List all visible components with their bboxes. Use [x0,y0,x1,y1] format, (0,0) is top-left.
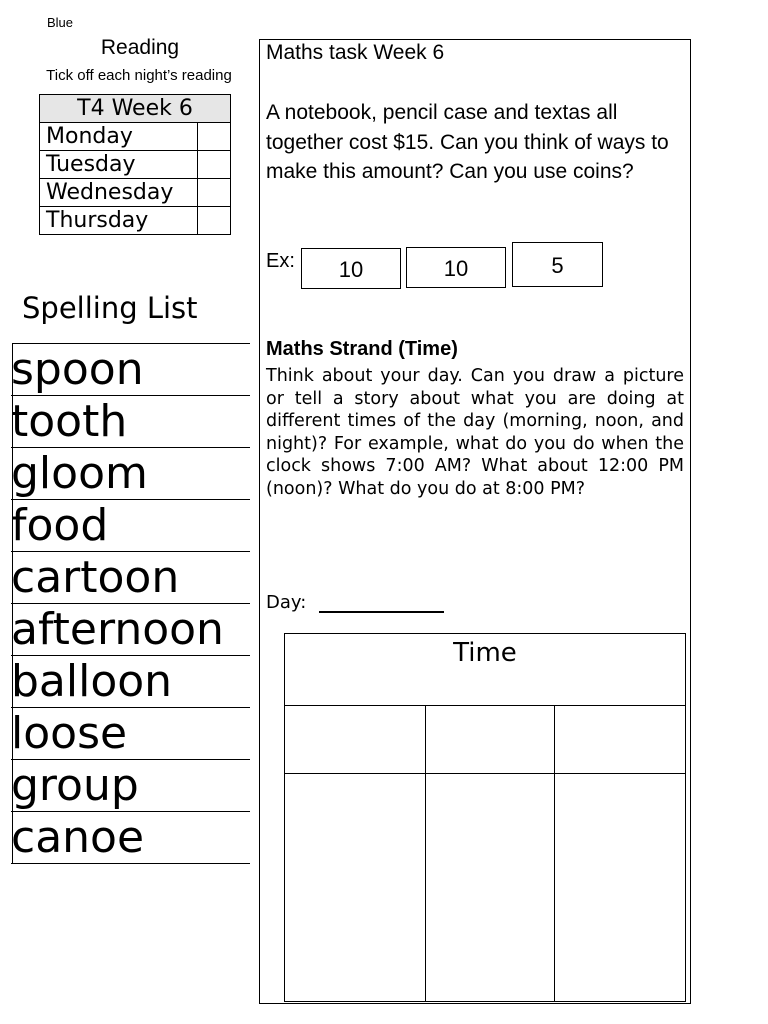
strand-text: Think about your day. Can you draw a picture or tell a story about what you are doing at different times of the day (morning, noon, and night)? For example, what do you do when the clock shows 7:00 AM? What about 12:00 PM (noon)? What do you do at 8:00 PM? [266,366,684,499]
reading-day-label: Monday [40,123,198,151]
reading-title: Reading [100,36,180,59]
maths-question: A notebook, pencil case and textas all together cost $15. Can you think of ways to make this amount? Can you use coins? [266,101,669,183]
reading-tick-cell[interactable] [198,123,231,151]
drawing-cell[interactable] [285,774,426,1002]
group-label: Blue [47,15,74,30]
reading-day-label: Thursday [40,207,198,235]
spelling-list [12,343,250,864]
reading-tick-cell[interactable] [198,151,231,179]
reading-tick-cell[interactable] [198,207,231,235]
reading-subtitle: Tick off each night’s reading [46,67,232,84]
day-label: Day: [266,592,307,613]
day-answer-line[interactable] [319,611,444,613]
reading-day-label: Tuesday [40,151,198,179]
spelling-word: afternoon [11,604,250,656]
spelling-list-title: Spelling List [22,291,198,325]
spelling-word: tooth [11,396,250,448]
time-cell[interactable] [555,706,686,774]
maths-title: Maths task Week 6 [266,41,445,64]
time-cell[interactable] [285,706,426,774]
spelling-word: gloom [11,448,250,500]
spelling-word: group [11,760,250,812]
reading-day-label: Wednesday [40,179,198,207]
spelling-word: loose [11,708,250,760]
example-label: Ex: [266,250,295,272]
reading-log-row [40,151,231,179]
reading-tick-cell[interactable] [198,179,231,207]
reading-log-heading: T4 Week 6 [40,95,231,123]
strand-title: Maths Strand (Time) [266,338,458,360]
spelling-word: cartoon [11,552,250,604]
reading-log-row [40,179,231,207]
example-box: 10 [301,248,401,289]
time-cell[interactable] [426,706,555,774]
drawing-cell[interactable] [555,774,686,1002]
example-box: 5 [512,242,603,287]
reading-log-table [39,94,231,235]
reading-log-row [40,123,231,151]
time-table-header: Time [285,634,686,706]
time-table [284,633,686,1002]
spelling-word: canoe [11,812,250,864]
reading-log-row [40,207,231,235]
spelling-word: balloon [11,656,250,708]
drawing-cell[interactable] [426,774,555,1002]
example-box: 10 [406,247,506,288]
spelling-word: spoon [11,344,250,396]
spelling-word: food [11,500,250,552]
